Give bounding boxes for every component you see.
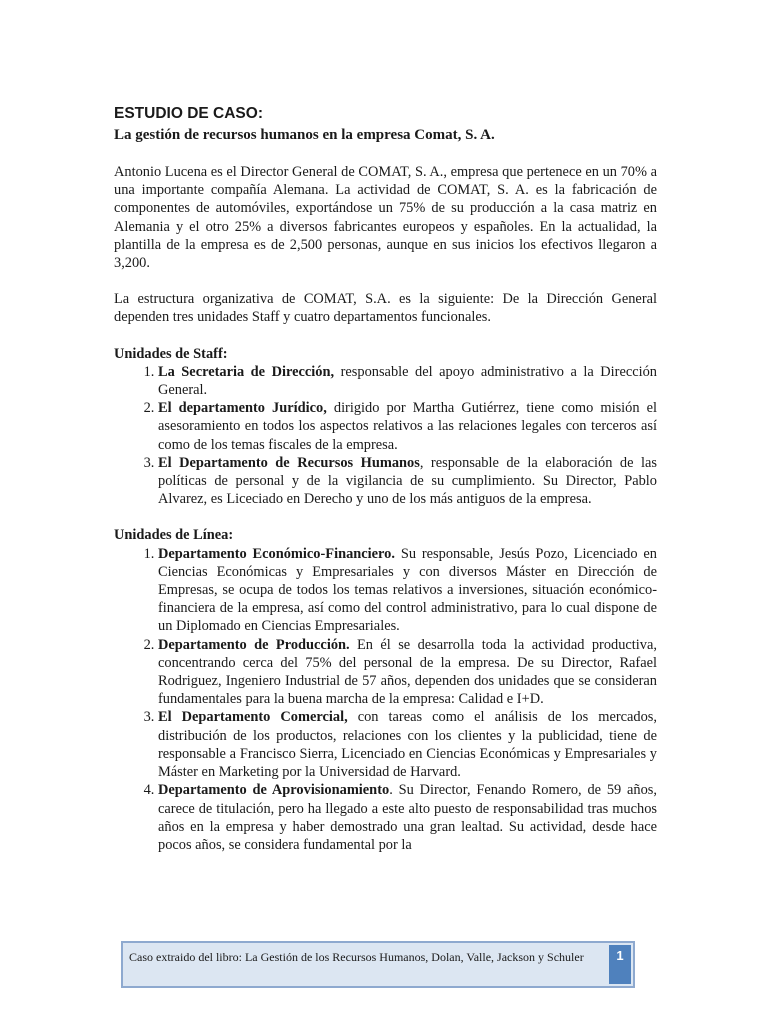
item-text: responsable del apoyo administrativo a la Dirección General. (158, 363, 658, 399)
line-units-title: Unidades de Línea: (114, 527, 234, 544)
structure-paragraph: La estructura organizativa de COMAT, S.A. es la siguiente: De la Dirección General dependen tres unidades Staff y cuatro departamentos funcionales. (114, 291, 657, 326)
item-text: dirigido por Martha Gutiérrez, tiene como misión el asesoramiento en todos los aspectos relativos a las relaciones legales con terceros así como de los temas fiscales de la empresa. (158, 400, 657, 453)
list-item (158, 781, 657, 854)
document-body (114, 104, 657, 854)
item-lead: Departamento de Aprovisionamiento (158, 782, 390, 799)
list-item (158, 399, 657, 454)
list-item (158, 545, 657, 636)
staff-units-list (114, 363, 657, 509)
item-lead: Departamento Económico-Financiero. (158, 545, 395, 562)
intro-paragraph: Antonio Lucena es el Director General de COMAT, S. A., empresa que pertenece en un 70% a una importante compañía Alemana. La actividad de COMAT, S. A. es la fabricación de componentes de automóviles, exportándose un 75% de su producción a la casa matriz en Alemania y el otro 25% a diversos fabricantes europeos y españoles. En la actualidad, la plantilla de la empresa es de 2,500 personas, aunque en sus inicios los efectivos llegaron a 3,200. (114, 164, 657, 272)
item-text: con tareas como el análisis de los mercados, distribución de los productos, relaciones con los clientes y la publicidad, tiene de responsable a Francisco Sierra, Licenciado en Ciencias Económicas y Empresariales y Máster en Marketing por la Universidad de Harvard. (158, 709, 657, 781)
list-item (158, 636, 657, 709)
case-subtitle: La gestión de recursos humanos en la empresa Comat, S. A. (114, 127, 495, 143)
list-item (158, 363, 657, 399)
item-text: Su responsable, Jesús Pozo, Licenciado en Ciencias Económicas y Empresariales y con diversos Máster en Dirección de Empresas, se ocupa de todos los temas relativos a inversiones, situación económico-financiera de la empresa, así como del control administrativo, para lo cual dispone de un Diplomado en Ciencias Empresariales. (158, 545, 657, 635)
item-lead: El Departamento Comercial, (158, 709, 348, 726)
line-units-list (114, 545, 657, 854)
list-item (158, 454, 657, 509)
item-lead: El departamento Jurídico, (158, 400, 327, 417)
page-number-badge: 1 (609, 945, 631, 984)
item-text: , responsable de la elaboración de las políticas de personal y de la vigilancia de su cumplimiento. Su Director, Pablo Alvarez, es Liceciado en Derecho y uno de los más antiguos de la empresa. (158, 454, 657, 508)
staff-units-title: Unidades de Staff: (114, 345, 228, 362)
item-text: En él se desarrolla toda la actividad productiva, concentrando cerca del 75% del personal de la empresa. De su Director, Rafael Rodriguez, Ingeniero Industrial de 57 años, dependen dos unidades que se consideran fundamentales para la buena marcha de la empresa: Calidad e I+D. (158, 636, 657, 708)
list-item (158, 708, 657, 781)
footer-citation-text: Caso extraido del libro: La Gestión de los Recursos Humanos, Dolan, Valle, Jackson y Schuler (129, 950, 584, 964)
case-heading: ESTUDIO DE CASO: (114, 105, 263, 122)
item-lead: La Secretaria de Dirección, (158, 363, 335, 380)
item-text: . Su Director, Fenando Romero, de 59 años, carece de titulación, pero ha llegado a este alto puesto de responsabilidad tras muchos años en la empresa y haber demostrado una gran lealtad. Su actividad, desde hace pocos años, se considera fundamental por la (158, 782, 657, 853)
item-lead: El Departamento de Recursos Humanos (158, 454, 420, 471)
footer-citation-box (121, 941, 635, 988)
item-lead: Departamento de Producción. (158, 636, 350, 653)
